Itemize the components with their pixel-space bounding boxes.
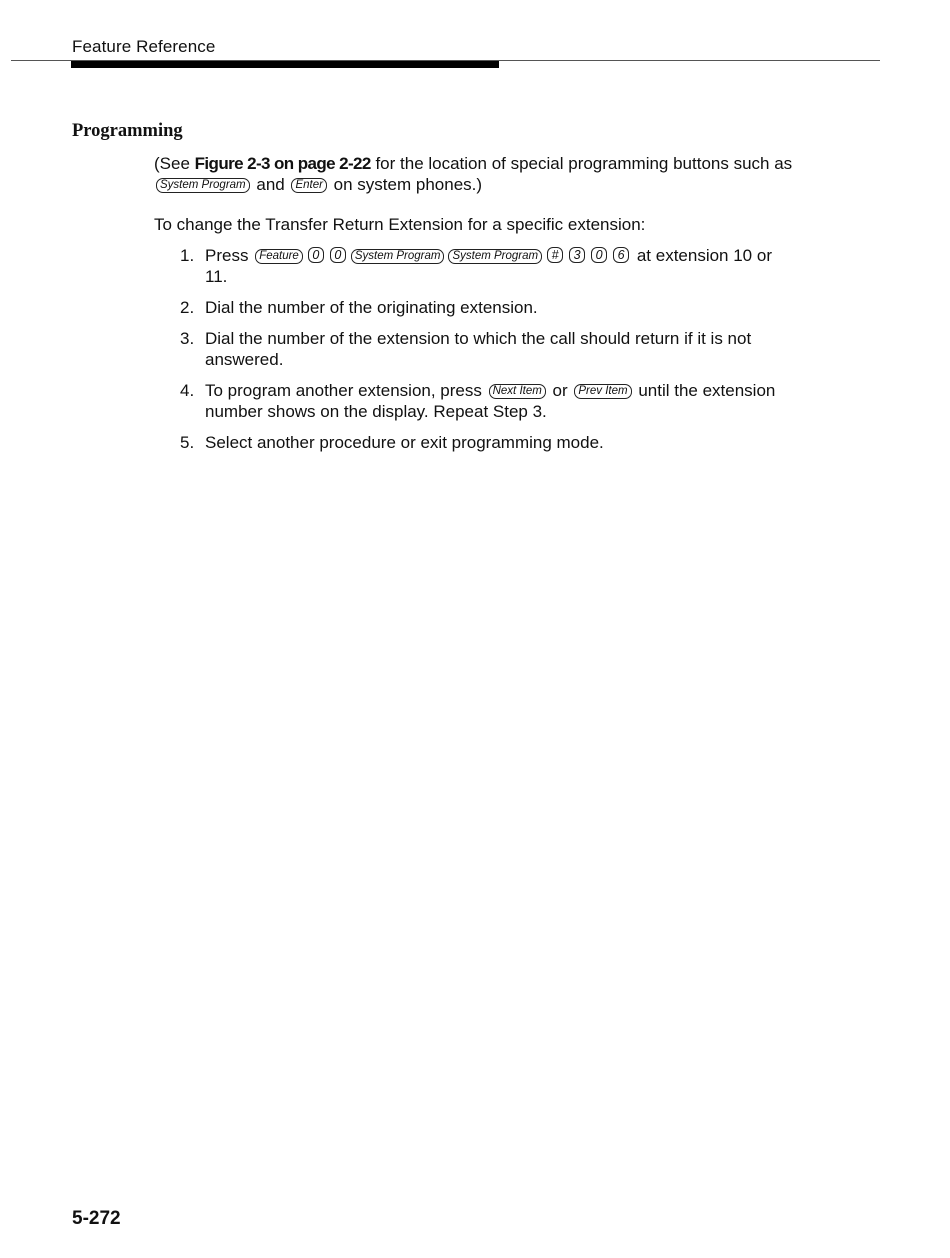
step-number: 1. [180, 246, 195, 265]
enter-key: Enter [291, 178, 327, 193]
digit-key-0: 0 [330, 247, 346, 263]
step-4-post: until the extension number shows on the display. Repeat Step 3. [205, 381, 776, 421]
running-header: Feature Reference [72, 37, 216, 56]
step-number: 4. [180, 381, 195, 400]
pound-key: # [547, 247, 563, 263]
system-program-key: System Program [351, 249, 445, 264]
system-program-key: System Program [448, 249, 542, 264]
step-1-press: Press [205, 246, 254, 265]
step-3 [180, 328, 780, 370]
page-number: 5-272 [72, 1208, 121, 1229]
step-2 [180, 297, 780, 318]
step-5 [180, 432, 780, 453]
digit-key-6: 6 [613, 247, 629, 263]
intro-and: and [251, 175, 290, 194]
procedure-steps [180, 245, 780, 463]
lead-paragraph: To change the Transfer Return Extension for a specific extension: [154, 215, 646, 234]
step-number: 3. [180, 329, 195, 348]
section-heading: Programming [72, 121, 183, 141]
intro-close: on system phones.) [328, 175, 483, 194]
intro-paragraph [154, 153, 794, 195]
step-4-or: or [547, 381, 573, 400]
prev-item-key: Prev Item [574, 384, 631, 399]
step-1-tail: at extension 10 or 11. [205, 246, 772, 286]
digit-key-0: 0 [308, 247, 324, 263]
header-rule-bar [71, 61, 499, 68]
step-number: 2. [180, 298, 195, 317]
digit-key-3: 3 [569, 247, 585, 263]
step-4-pre: To program another extension, press [205, 381, 487, 400]
figure-reference: Figure 2-3 on page 2-22 [194, 154, 371, 173]
step-2-text: Dial the number of the originating extension. [205, 298, 538, 317]
system-program-key: System Program [156, 178, 250, 193]
step-4 [180, 380, 780, 422]
feature-key: Feature [255, 249, 303, 264]
step-1 [180, 245, 780, 287]
next-item-key: Next Item [489, 384, 546, 399]
digit-key-0: 0 [591, 247, 607, 263]
intro-open: (See [154, 154, 195, 173]
intro-mid: for the location of special programming buttons such as [370, 154, 793, 173]
step-number: 5. [180, 433, 195, 452]
step-3-text: Dial the number of the extension to which the call should return if it is not answered. [205, 329, 752, 369]
step-5-text: Select another procedure or exit programming mode. [205, 433, 604, 452]
